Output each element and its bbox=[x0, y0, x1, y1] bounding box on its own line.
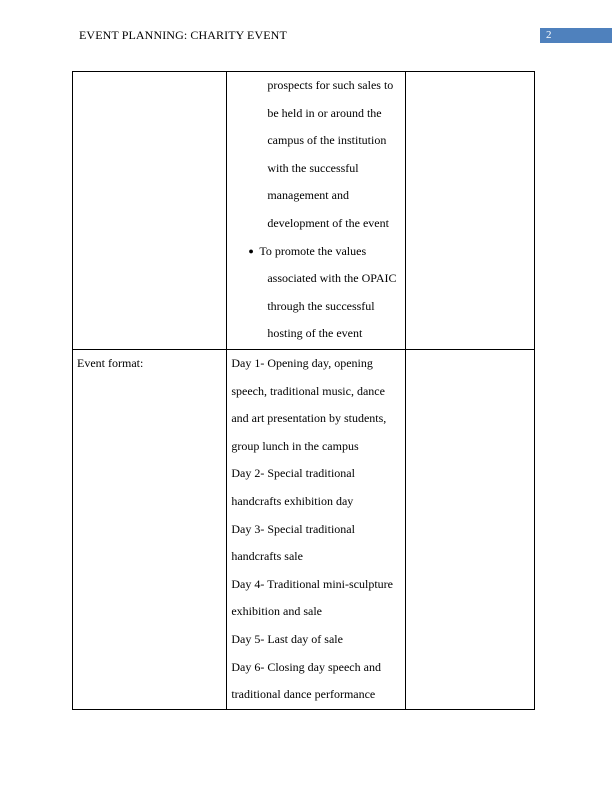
text-line: campus of the institution bbox=[267, 133, 387, 148]
event-format-details-cell bbox=[227, 350, 405, 710]
event-plan-table bbox=[72, 71, 535, 710]
running-header-title: EVENT PLANNING: CHARITY EVENT bbox=[79, 28, 287, 42]
bullet-icon: ● bbox=[248, 245, 254, 256]
text-line: exhibition and sale bbox=[231, 604, 322, 619]
table-cell-empty bbox=[73, 72, 227, 350]
text-line: Day 4- Traditional mini-sculpture bbox=[231, 576, 393, 591]
text-line: speech, traditional music, dance bbox=[231, 383, 385, 398]
text-line: Day 6- Closing day speech and bbox=[231, 659, 381, 674]
text-line: be held in or around the bbox=[267, 105, 382, 120]
table-row bbox=[73, 350, 535, 710]
bullet-text: To promote the values bbox=[259, 243, 367, 258]
text-line: handcrafts sale bbox=[231, 549, 303, 564]
text-line: with the successful bbox=[267, 160, 359, 175]
text-line: Day 2- Special traditional bbox=[231, 466, 355, 481]
text-line: hosting of the event bbox=[267, 326, 363, 341]
text-line: Day 5- Last day of sale bbox=[231, 631, 343, 646]
event-format-label-cell bbox=[73, 350, 227, 710]
page-number-badge: 2 bbox=[540, 28, 612, 43]
text-line: associated with the OPAIC bbox=[267, 271, 397, 286]
table-row bbox=[73, 72, 535, 350]
event-format-label: Event format: bbox=[77, 356, 144, 370]
table-cell-empty bbox=[405, 72, 534, 350]
text-line: traditional dance performance bbox=[231, 687, 376, 702]
objectives-cell bbox=[227, 72, 405, 350]
text-line: management and bbox=[267, 188, 349, 203]
text-line: through the successful bbox=[267, 298, 375, 313]
text-line: Day 3- Special traditional bbox=[231, 521, 355, 536]
text-line: handcrafts exhibition day bbox=[231, 493, 354, 508]
text-line: and art presentation by students, bbox=[231, 411, 387, 426]
text-line: group lunch in the campus bbox=[231, 438, 359, 453]
text-line: Day 1- Opening day, opening bbox=[231, 356, 373, 370]
bullet-item bbox=[227, 238, 404, 266]
text-line: development of the event bbox=[267, 215, 389, 230]
table-cell-empty bbox=[405, 350, 534, 710]
text-line: prospects for such sales to bbox=[267, 78, 394, 92]
